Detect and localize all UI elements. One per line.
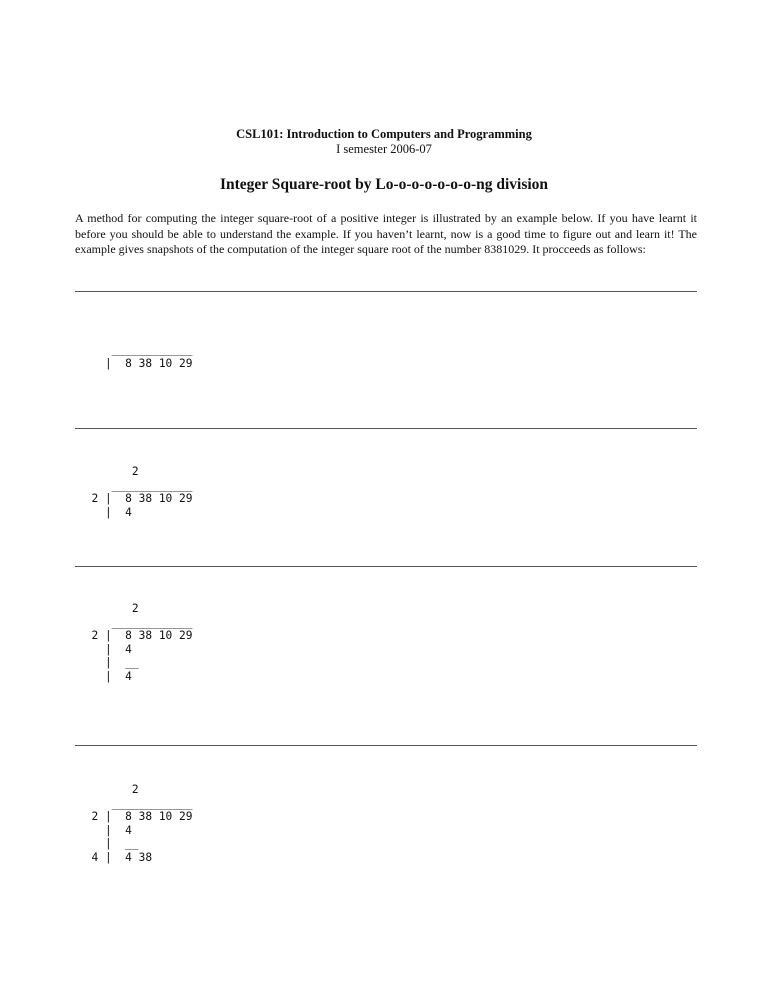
course-title: CSL101: Introduction to Computers and Programming [236, 127, 532, 141]
snapshot-1: ____________ | 8 38 10 29 [104, 343, 193, 370]
section-divider [75, 291, 697, 292]
snapshot-4: 2 ____________ 2 | 8 38 10 29 | 4 | __ 4 | 4 38 [91, 783, 193, 864]
semester-label: I semester 2006-07 [336, 142, 432, 156]
snapshot-2: 2 ____________ 2 | 8 38 10 29 | 4 [91, 465, 193, 519]
intro-paragraph: A method for computing the integer square-root of a positive integer is illustrated by an example below. If you have learnt it before you should be able to understand the example. If you haven’t learnt, now is a good time to figure out and learn it! The example gives snapshots of the computation of the integer square root of the number 8381029. It procceeds as follows: [75, 211, 697, 256]
snapshot-3: 2 ____________ 2 | 8 38 10 29 | 4 | __ | 4 [91, 602, 193, 683]
section-divider [75, 428, 697, 429]
section-divider [75, 566, 697, 567]
section-divider [75, 745, 697, 746]
document-title: Integer Square-root by Lo-o-o-o-o-o-o-ng division [219, 176, 549, 193]
